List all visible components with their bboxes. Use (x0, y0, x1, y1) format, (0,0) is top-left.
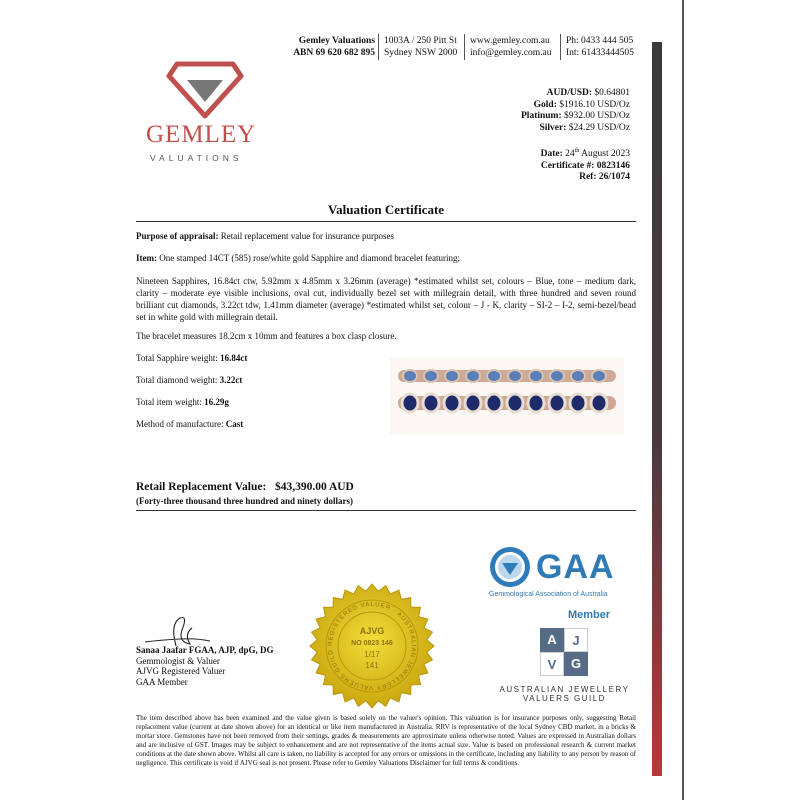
gold-label: Gold: (533, 99, 557, 110)
item-value: One stamped 14CT (585) rose/white gold Sapphire and diamond bracelet featuring; (159, 253, 461, 263)
valuation-label: Retail Replacement Value: (136, 481, 267, 493)
silver-value: $24.29 USD/Oz (568, 122, 630, 133)
bracelet-sapphire (591, 394, 607, 412)
address-line-2: Sydney NSW 2000 (384, 48, 458, 58)
platinum-value: $932.00 USD/Oz (564, 111, 630, 121)
company-name: Gemley Valuations (298, 36, 375, 46)
details-list (136, 352, 366, 430)
address-block (384, 35, 457, 59)
bracelet-sapphire (423, 394, 439, 412)
seal-line-2: NO 0823 146 (351, 640, 393, 647)
date-month-year: August 2023 (581, 149, 630, 160)
page-edge (682, 0, 684, 800)
bracelet-top-sapphire (529, 370, 543, 382)
document-title: Valuation Certificate (327, 202, 445, 217)
ajvg-name (482, 685, 647, 703)
detail-label: Total Sapphire weight: (136, 353, 218, 363)
ajvg-name-line2: VALUERS GUILD (523, 694, 606, 703)
detail-value: Cast (225, 419, 244, 429)
purpose-label: Purpose of appraisal: (136, 231, 219, 241)
date-suffix: th (574, 148, 580, 154)
seal-line-4: 141 (365, 661, 379, 670)
bracelet-sapphire (549, 394, 565, 412)
ajvg-logo (540, 628, 588, 676)
signatory-title-1: Gemmologist & Valuer (136, 655, 220, 666)
detail-row (136, 418, 366, 430)
gaa-member-label: Member (568, 609, 611, 621)
gemley-diamond-logo-icon (165, 58, 245, 120)
bracelet-sapphire (402, 394, 418, 412)
signatory-block (136, 645, 274, 687)
gaa-full-name: Gemmological Association of Australia (489, 591, 608, 598)
detail-label: Method of manufacture: (136, 419, 224, 429)
phone-block (566, 35, 634, 59)
bracelet-sapphire (444, 394, 460, 412)
bracelet-top-sapphire (424, 370, 438, 382)
valuation-amount: $43,390.00 AUD (274, 481, 354, 493)
signatory-title-3: GAA Member (136, 676, 188, 687)
bracelet-sapphire (465, 394, 481, 412)
date-day: 24 (565, 149, 575, 160)
bracelet-top-sapphire (571, 370, 585, 382)
ref-label: Ref: (579, 172, 597, 183)
right-accent-bar (652, 42, 662, 776)
measurements-text: The bracelet measures 18.2cm x 10mm and features a box clasp closure. (136, 331, 397, 341)
seal-line-1: AJVG (359, 626, 385, 636)
bracelet-top-sapphire (445, 370, 459, 382)
purpose-value: Retail replacement value for insurance purposes (220, 231, 394, 241)
date-label: Date: (540, 149, 563, 160)
purpose-line (136, 230, 636, 242)
silver-label: Silver: (539, 122, 567, 133)
ajvg-letter-g: G (564, 652, 588, 676)
title-rule (136, 221, 636, 222)
valuation-words: (Forty-three thousand three hundred and ninety dollars) (136, 496, 354, 506)
header-divider (560, 34, 561, 60)
logo-wordmark: GEMLEY (146, 121, 257, 148)
ajvg-letter-j: J (564, 628, 588, 652)
address-line-1: 1003A / 250 Pitt St (384, 36, 457, 46)
signatory-title-2: AJVG Registered Valuer (136, 666, 226, 676)
aud-usd-label: AUD/USD: (546, 88, 592, 98)
detail-row (136, 396, 366, 408)
bracelet-photo (390, 358, 624, 434)
ajvg-letter-a: A (540, 628, 564, 652)
detail-value: 16.84ct (220, 353, 248, 363)
email-link[interactable]: info@gemley.com.au (470, 48, 552, 58)
phone-number: Ph: 0433 444 505 (566, 36, 634, 46)
item-description: Nineteen Sapphires, 16.84ct ctw, 5.92mm x 4.85mm x 3.26mm (average) *estimated whilst set, colours – Blue, tone – medium dark, clarity – moderate eye visible inclusions, oval cut, individually bezel set with millegrain detail, with three hundred and seven round brilliant cut diamonds, 3.22ct tdw, 1.41mm diameter (average) *estimated whilst set, colour – J - K, clarity – SI-2 – I-2, semi-bezel/bead set in white gold with millegrain detail. (136, 276, 636, 322)
metal-rates (480, 88, 630, 134)
detail-row (136, 374, 366, 386)
bracelet-top-sapphire (487, 370, 501, 382)
bracelet-sapphire (570, 394, 586, 412)
seal-line-3: 1/17 (364, 650, 380, 659)
gaa-logo-text: GAA (536, 548, 615, 586)
detail-row (136, 352, 366, 364)
item-line (136, 252, 636, 264)
certificate-label: Certificate #: (540, 160, 595, 171)
bracelet-top-sapphire (550, 370, 564, 382)
aud-usd-value: $0.64801 (594, 88, 630, 98)
bracelet-top-sapphire (592, 370, 606, 382)
bracelet-top-sapphire (403, 370, 417, 382)
disclaimer-text: The item described above has been examined and the value given is based solely on the valuer's opinion. This valuation is for insurance purposes only, suggesting Retail replacement value (current at date shown above) for an identical or like item manufactured in Australia. RRV is representative of the local Sydney CBD market, in a bricks & mortar store. Gemstones have not been removed from their settings, grades & measurements are approximate unless otherwise noted. Values are expressed in Australian dollars and are inclusive of GST. Images may be subject to enhancement and are not representative of the items actual size. Value is based on professional research & current market conditions at the date shown above. Whilst all care is taken, no liability is accepted for any errors or omissions in the certificate, including any liability to any person by reason of negligence. This certificate is void if AJVG seal is not present. Please refer to Gemley Valuations Disclaimer for full terms & conditions. (136, 714, 636, 767)
bracelet-sapphire (528, 394, 544, 412)
website-link[interactable]: www.gemley.com.au (470, 36, 550, 46)
signatory-name: Sanaa Jaafar FGAA, AJP, dpG, DG (136, 645, 274, 655)
seal-ring-text: REGISTERED VALUER · AUSTRALIAN JEWELLERY VALUERS GUILD (327, 601, 417, 691)
company-block (285, 35, 375, 59)
detail-value: 16.29g (204, 397, 229, 407)
web-block (470, 35, 551, 59)
header-divider (464, 34, 465, 60)
ref-number: 26/1074 (598, 172, 630, 183)
bracelet-sapphire (486, 394, 502, 412)
detail-label: Total diamond weight: (136, 375, 218, 385)
certificate-number: 0823146 (596, 160, 630, 171)
platinum-label: Platinum: (521, 111, 562, 121)
intl-phone-number: Int: 61433444505 (566, 48, 634, 58)
gaa-emblem-icon (488, 545, 532, 589)
bracelet-top-sapphire (466, 370, 480, 382)
ajvg-gold-seal (308, 582, 436, 710)
detail-value: 3.22ct (219, 375, 243, 385)
logo-subtitle: VALUATIONS (150, 153, 243, 163)
bracelet-top-sapphire (508, 370, 522, 382)
bracelet-sapphire (507, 394, 523, 412)
valuation-line (136, 481, 354, 493)
company-abn: ABN 69 620 682 895 (293, 48, 375, 58)
ajvg-letter-v: V (540, 652, 564, 676)
detail-label: Total item weight: (136, 397, 202, 407)
header-divider (378, 34, 379, 60)
gold-value: $1916.10 USD/Oz (559, 99, 630, 110)
item-label: Item: (136, 253, 157, 263)
certificate-meta (480, 146, 630, 184)
ajvg-name-line1: AUSTRALIAN JEWELLERY (499, 685, 630, 694)
valuation-rule (136, 510, 636, 511)
